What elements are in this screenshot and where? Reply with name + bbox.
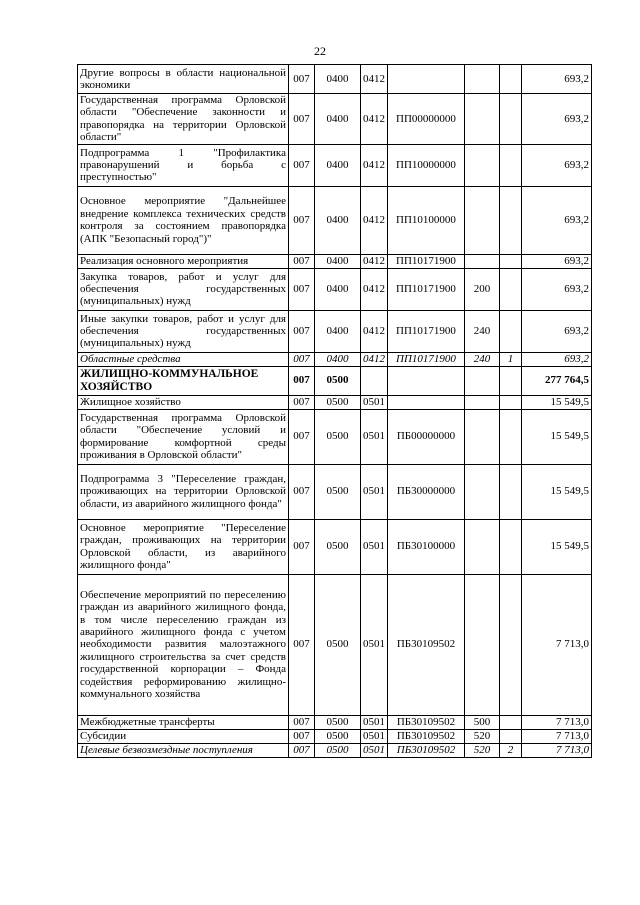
cell-target-article: ПП00000000 — [388, 94, 465, 145]
cell-funding-source — [500, 574, 522, 715]
table-row — [78, 715, 592, 729]
cell-ministry-code: 007 — [289, 519, 315, 574]
cell-expense-type: 200 — [465, 268, 500, 310]
cell-subsection: 0501 — [361, 395, 388, 409]
cell-expense-type — [465, 186, 500, 254]
cell-section: 0500 — [315, 395, 361, 409]
cell-name: Иные закупки товаров, работ и услуг для обеспечения государственных (муниципальных) нужд — [78, 310, 289, 352]
cell-ministry-code: 007 — [289, 574, 315, 715]
cell-subsection: 0412 — [361, 65, 388, 94]
cell-expense-type — [465, 519, 500, 574]
cell-expense-type: 240 — [465, 310, 500, 352]
cell-name: Областные средства — [78, 352, 289, 366]
cell-amount: 693,2 — [522, 254, 592, 268]
cell-subsection: 0501 — [361, 574, 388, 715]
cell-name: Другие вопросы в области национальной экономики — [78, 65, 289, 94]
table-row — [78, 409, 592, 464]
cell-ministry-code: 007 — [289, 464, 315, 519]
cell-name: Основное мероприятие "Дальнейшее внедрение комплекса технических средств контроля за состоянием правопорядка (АПК "Безопасный город")" — [78, 186, 289, 254]
page-number: 22 — [314, 44, 326, 58]
cell-target-article: ПБ30109502 — [388, 574, 465, 715]
cell-amount: 7 713,0 — [522, 729, 592, 743]
cell-subsection: 0501 — [361, 743, 388, 757]
cell-subsection: 0412 — [361, 268, 388, 310]
cell-funding-source — [500, 519, 522, 574]
cell-target-article: ПБ30109502 — [388, 715, 465, 729]
cell-expense-type — [465, 254, 500, 268]
cell-subsection: 0412 — [361, 352, 388, 366]
cell-funding-source — [500, 729, 522, 743]
cell-section: 0400 — [315, 94, 361, 145]
cell-name: Подпрограмма 1 "Профилактика правонарушений и борьба с преступностью" — [78, 144, 289, 186]
cell-name: ЖИЛИЩНО-КОММУНАЛЬНОЕ ХОЗЯЙСТВО — [78, 366, 289, 395]
cell-subsection: 0501 — [361, 715, 388, 729]
cell-amount: 693,2 — [522, 186, 592, 254]
cell-ministry-code: 007 — [289, 65, 315, 94]
cell-target-article: ПП10171900 — [388, 254, 465, 268]
cell-section: 0400 — [315, 352, 361, 366]
cell-target-article — [388, 395, 465, 409]
cell-name: Межбюджетные трансферты — [78, 715, 289, 729]
cell-amount: 693,2 — [522, 94, 592, 145]
cell-amount: 7 713,0 — [522, 743, 592, 757]
cell-target-article: ПП10171900 — [388, 310, 465, 352]
cell-target-article: ПБ30109502 — [388, 729, 465, 743]
cell-expense-type — [465, 94, 500, 145]
cell-target-article: ПБ30109502 — [388, 743, 465, 757]
cell-name: Субсидии — [78, 729, 289, 743]
cell-funding-source — [500, 366, 522, 395]
cell-section: 0500 — [315, 743, 361, 757]
cell-name: Основное мероприятие "Переселение граждан, проживающих на территории Орловской области, из аварийного жилищного фонда" — [78, 519, 289, 574]
cell-amount: 15 549,5 — [522, 464, 592, 519]
cell-amount: 15 549,5 — [522, 395, 592, 409]
table-row — [78, 464, 592, 519]
table-row — [78, 395, 592, 409]
cell-subsection: 0412 — [361, 310, 388, 352]
table-row — [78, 94, 592, 145]
cell-name: Целевые безвозмездные поступления — [78, 743, 289, 757]
cell-section: 0400 — [315, 186, 361, 254]
cell-subsection — [361, 366, 388, 395]
cell-expense-type — [465, 65, 500, 94]
table-row — [78, 310, 592, 352]
cell-ministry-code: 007 — [289, 366, 315, 395]
cell-expense-type — [465, 409, 500, 464]
cell-subsection: 0412 — [361, 254, 388, 268]
cell-section: 0500 — [315, 409, 361, 464]
cell-amount: 693,2 — [522, 268, 592, 310]
cell-section: 0500 — [315, 366, 361, 395]
cell-funding-source — [500, 144, 522, 186]
table-row — [78, 519, 592, 574]
cell-name: Государственная программа Орловской области "Обеспечение условий и формирование комфортной среды проживания в Орловской области" — [78, 409, 289, 464]
cell-section: 0500 — [315, 464, 361, 519]
cell-target-article: ПП10171900 — [388, 268, 465, 310]
cell-amount: 277 764,5 — [522, 366, 592, 395]
cell-subsection: 0412 — [361, 186, 388, 254]
cell-subsection: 0501 — [361, 729, 388, 743]
cell-target-article: ПБ00000000 — [388, 409, 465, 464]
cell-target-article: ПБ30100000 — [388, 519, 465, 574]
cell-amount: 15 549,5 — [522, 519, 592, 574]
cell-ministry-code: 007 — [289, 268, 315, 310]
cell-amount: 15 549,5 — [522, 409, 592, 464]
cell-target-article: ПП10171900 — [388, 352, 465, 366]
cell-ministry-code: 007 — [289, 729, 315, 743]
cell-section: 0500 — [315, 715, 361, 729]
cell-name: Обеспечение мероприятий по переселению граждан из аварийного жилищного фонда, в том числе переселению граждан из аварийного жилищного фонда с учетом необходимости развития малоэтажного жилищного строительства за счет средств государственной корпорации – Фонда содействия реформированию жилищно-коммунального хозяйства — [78, 574, 289, 715]
table-row — [78, 574, 592, 715]
cell-expense-type: 520 — [465, 729, 500, 743]
cell-funding-source — [500, 310, 522, 352]
cell-amount: 7 713,0 — [522, 715, 592, 729]
cell-section: 0500 — [315, 574, 361, 715]
table-row — [78, 144, 592, 186]
cell-ministry-code: 007 — [289, 352, 315, 366]
cell-ministry-code: 007 — [289, 94, 315, 145]
cell-funding-source — [500, 65, 522, 94]
cell-section: 0500 — [315, 519, 361, 574]
cell-funding-source: 2 — [500, 743, 522, 757]
table-row — [78, 352, 592, 366]
cell-expense-type — [465, 464, 500, 519]
cell-subsection: 0501 — [361, 409, 388, 464]
cell-subsection: 0501 — [361, 519, 388, 574]
cell-target-article: ПП10100000 — [388, 186, 465, 254]
cell-funding-source — [500, 395, 522, 409]
cell-subsection: 0501 — [361, 464, 388, 519]
cell-target-article: ПБ30000000 — [388, 464, 465, 519]
cell-amount: 7 713,0 — [522, 574, 592, 715]
cell-expense-type: 500 — [465, 715, 500, 729]
cell-amount: 693,2 — [522, 144, 592, 186]
cell-expense-type: 240 — [465, 352, 500, 366]
table-row — [78, 366, 592, 395]
cell-funding-source — [500, 409, 522, 464]
cell-expense-type — [465, 574, 500, 715]
cell-ministry-code: 007 — [289, 254, 315, 268]
cell-section: 0400 — [315, 310, 361, 352]
cell-name: Подпрограмма 3 "Переселение граждан, проживающих на территории Орловской области, из аварийного жилищного фонда" — [78, 464, 289, 519]
cell-ministry-code: 007 — [289, 310, 315, 352]
cell-target-article — [388, 65, 465, 94]
table-row — [78, 268, 592, 310]
cell-section: 0400 — [315, 144, 361, 186]
cell-name: Закупка товаров, работ и услуг для обеспечения государственных (муниципальных) нужд — [78, 268, 289, 310]
cell-subsection: 0412 — [361, 94, 388, 145]
cell-amount: 693,2 — [522, 65, 592, 94]
budget-table — [77, 64, 592, 758]
cell-funding-source — [500, 186, 522, 254]
cell-funding-source — [500, 715, 522, 729]
cell-target-article — [388, 366, 465, 395]
cell-name: Жилищное хозяйство — [78, 395, 289, 409]
cell-expense-type — [465, 395, 500, 409]
cell-target-article: ПП10000000 — [388, 144, 465, 186]
cell-subsection: 0412 — [361, 144, 388, 186]
cell-ministry-code: 007 — [289, 144, 315, 186]
cell-funding-source — [500, 464, 522, 519]
cell-ministry-code: 007 — [289, 395, 315, 409]
cell-ministry-code: 007 — [289, 743, 315, 757]
cell-ministry-code: 007 — [289, 409, 315, 464]
cell-section: 0500 — [315, 729, 361, 743]
table-row — [78, 743, 592, 757]
cell-expense-type — [465, 366, 500, 395]
cell-amount: 693,2 — [522, 352, 592, 366]
cell-funding-source — [500, 254, 522, 268]
cell-section: 0400 — [315, 268, 361, 310]
table-row — [78, 186, 592, 254]
cell-ministry-code: 007 — [289, 186, 315, 254]
cell-funding-source — [500, 268, 522, 310]
cell-section: 0400 — [315, 65, 361, 94]
cell-funding-source: 1 — [500, 352, 522, 366]
cell-ministry-code: 007 — [289, 715, 315, 729]
cell-expense-type: 520 — [465, 743, 500, 757]
cell-section: 0400 — [315, 254, 361, 268]
table-row — [78, 254, 592, 268]
cell-name: Реализация основного мероприятия — [78, 254, 289, 268]
table-row — [78, 65, 592, 94]
table-row — [78, 729, 592, 743]
cell-name: Государственная программа Орловской области "Обеспечение законности и правопорядка на территории Орловской области" — [78, 94, 289, 145]
cell-amount: 693,2 — [522, 310, 592, 352]
cell-funding-source — [500, 94, 522, 145]
cell-expense-type — [465, 144, 500, 186]
